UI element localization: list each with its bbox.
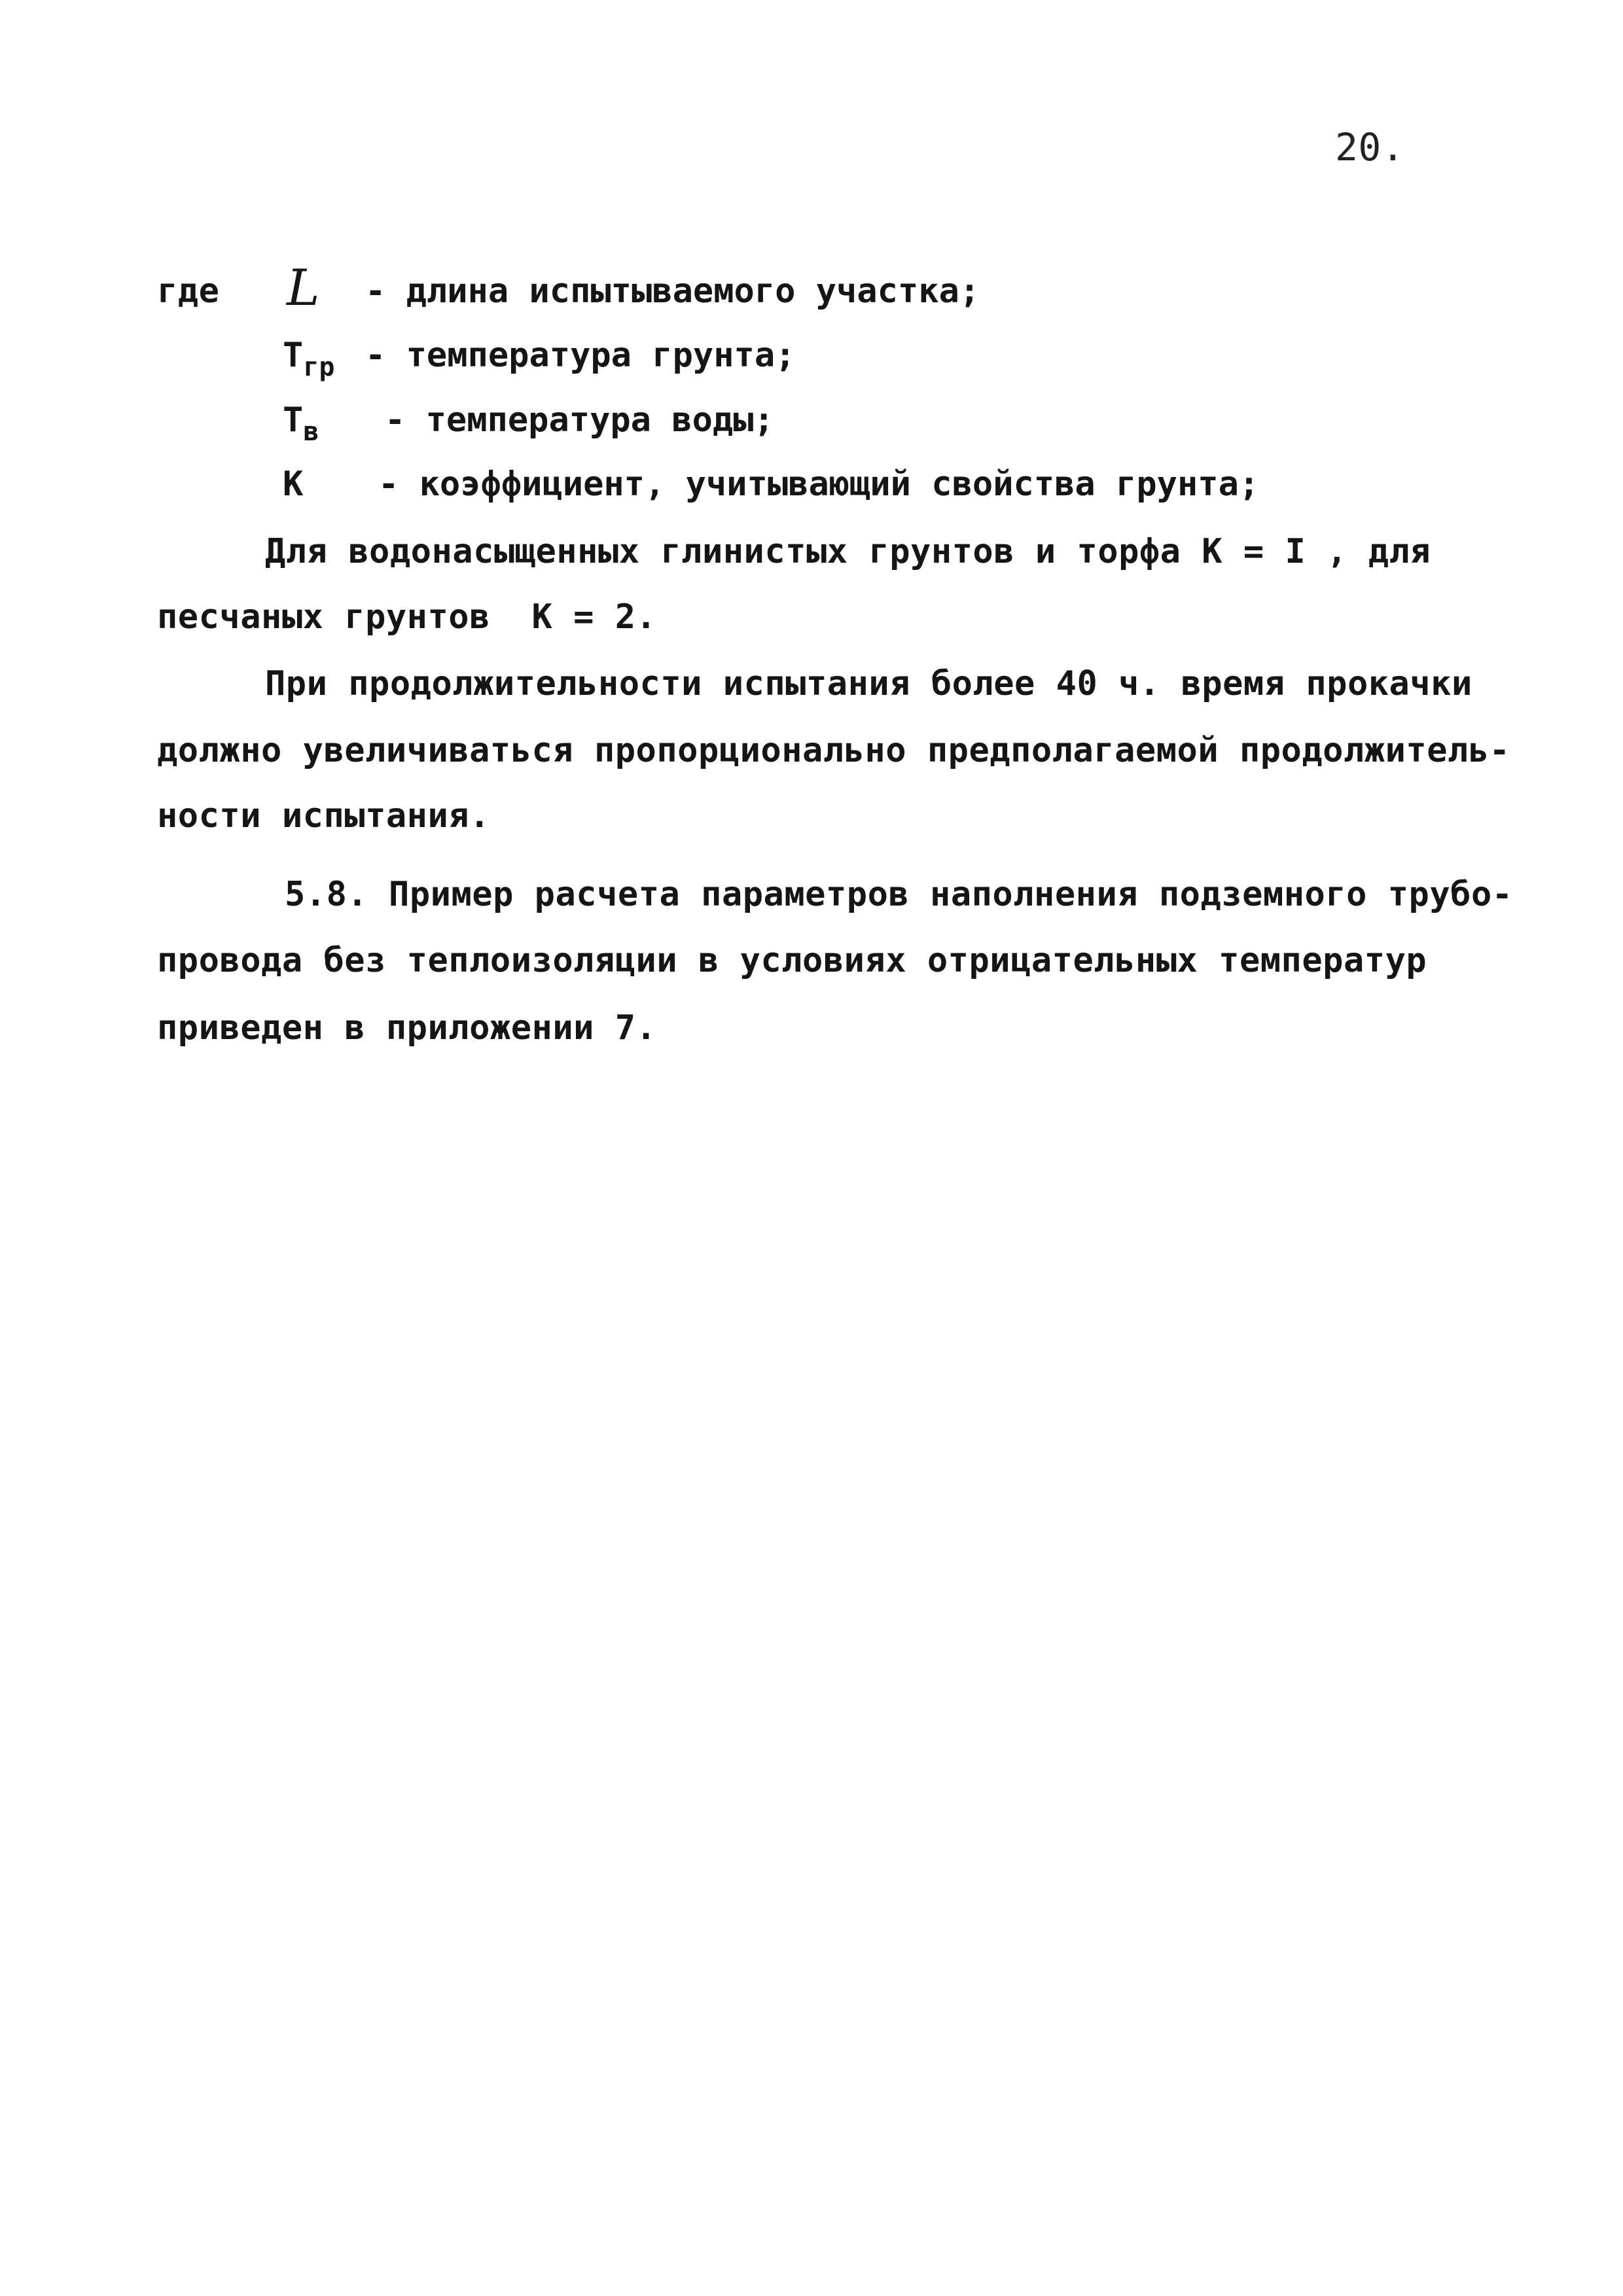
definition-length: - длина испытываемого участка;: [365, 272, 980, 311]
paragraph3-line3: приведен в приложении 7.: [157, 1008, 657, 1048]
symbol-coefficient: К: [283, 465, 304, 504]
paragraph2-line3: ности испытания.: [157, 796, 490, 836]
paragraph2-line1: При продолжительности испытания более 40 ч. время прокачки: [265, 664, 1472, 703]
symbol-subscript: в: [303, 417, 319, 447]
paragraph1-line1: Для водонасыщенных глинистых грунтов и торфа К = I , для: [265, 532, 1431, 571]
symbol-subscript: гр: [303, 352, 335, 382]
symbol-length: L: [287, 258, 320, 317]
definition-coefficient: - коэффициент, учитывающий свойства грунта;: [378, 465, 1260, 504]
paragraph2-line2: должно увеличиваться пропорционально предполагаемой продолжитель-: [157, 731, 1510, 770]
page-number: 20.: [1335, 125, 1405, 169]
definition-soil-temperature: - температура грунта;: [365, 336, 796, 375]
paragraph3-line2: провода без теплоизоляции в условиях отрицательных температур: [157, 941, 1427, 980]
where-word: где: [157, 272, 220, 311]
definition-water-temperature: - температура воды;: [385, 400, 774, 440]
paragraph1-line2: песчаных грунтов К = 2.: [157, 597, 657, 637]
symbol-soil-temperature: $Т_{гр}$: [283, 336, 335, 382]
symbol-water-temperature: $Т_в$: [283, 400, 319, 447]
paragraph3-line1: 5.8. Пример расчета параметров наполнения подземного трубо-: [285, 875, 1513, 914]
